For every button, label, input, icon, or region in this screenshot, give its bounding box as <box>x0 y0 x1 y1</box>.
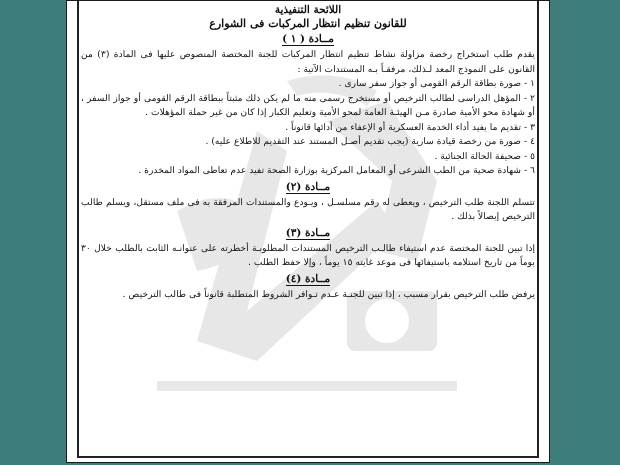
article-3-heading: مــادة (٣) <box>285 226 331 239</box>
article-1-heading: مــادة ( ١ ) <box>282 33 334 45</box>
article-1-item-6: ٦ - شهادة صحية من الطب الشرعى أو المعامل المركزية بوزارة الصحة تفيد عدم تعاطى المواد المخدرة . <box>138 165 535 176</box>
article-4-text: يرفض طلب الترخيص بقرار مسبب ، إذا تبين للجنـة عـدم تـوافر الشروط المتطلبة قانوناً فى طالب الترخيص . <box>122 288 535 300</box>
article-1-item-2: ٢ - المؤهل الدراسى لطالب الترخيص أو مستخرج رسمى منه ما لم يكن ذلك مثبتاً ببطاقة الرقم القومى أو جواز السفر ، أو شهادة محو الأمية صادرة مـن الهيئـة العامة لمحو الأمية وتعليم الكبار إذا كان من غير حملة المؤهلات . <box>81 92 535 118</box>
document-title-line2: للقانون تنظيم انتظار المركبات فى الشوارع <box>209 17 407 30</box>
article-1-item-3: ٣ - تقديم ما يفيد أداء الخدمة العسكرية أو الإعفاء من أدائها قانوناً . <box>285 121 535 133</box>
article-3-text: إذا تبين للجنة المختصة عدم استيفاء طالـب الترخيص المستندات المطلوبـة أخطرته على عنوانـه الثابت بالطلب خلال ٣٠ يوماً من تاريخ استلامه باستيفائها فى موعد غايته ١٥ يوماً ، وإلا حفظ الطلب . <box>81 242 535 268</box>
article-4-heading: مــادة (٤) <box>285 272 331 285</box>
article-2-text: تتسلم اللجنة طلب الترخيص ، ويعطى له رقم مسلسـل ، ويـودع والمستندات المرفقة به فى ملف مستقل، ويسلم طالب الترخيص إيصالاً بذلك . <box>81 196 535 222</box>
article-1-intro: يقدم طلب استخراج رخصة مزاولة نشاط تنظيم انتظار المركبات للجنة المختصة المنصوص عليها فى المادة (٣) من القانون على النموذج المعد لـذلك، مرفقـاً بـه المستندات الآتية : <box>81 49 535 75</box>
article-1-item-5: ٥ - صحيفة الحالة الجنائية . <box>434 150 535 162</box>
article-2-heading: مــادة (٢) <box>285 180 331 193</box>
document-content <box>81 3 535 302</box>
document-title-line1: اللائحة التنفيذية <box>274 4 342 16</box>
article-1-item-4: ٤ - صورة من رخصة قيادة سارية (يجب تقديم أصـل المستند عند التقديم للاطلاع عليه) . <box>205 136 535 147</box>
article-1-item-1: ١ - صورة بطاقة الرقم القومى أو جواز سفر سارى . <box>338 78 535 89</box>
document-page <box>66 0 550 463</box>
